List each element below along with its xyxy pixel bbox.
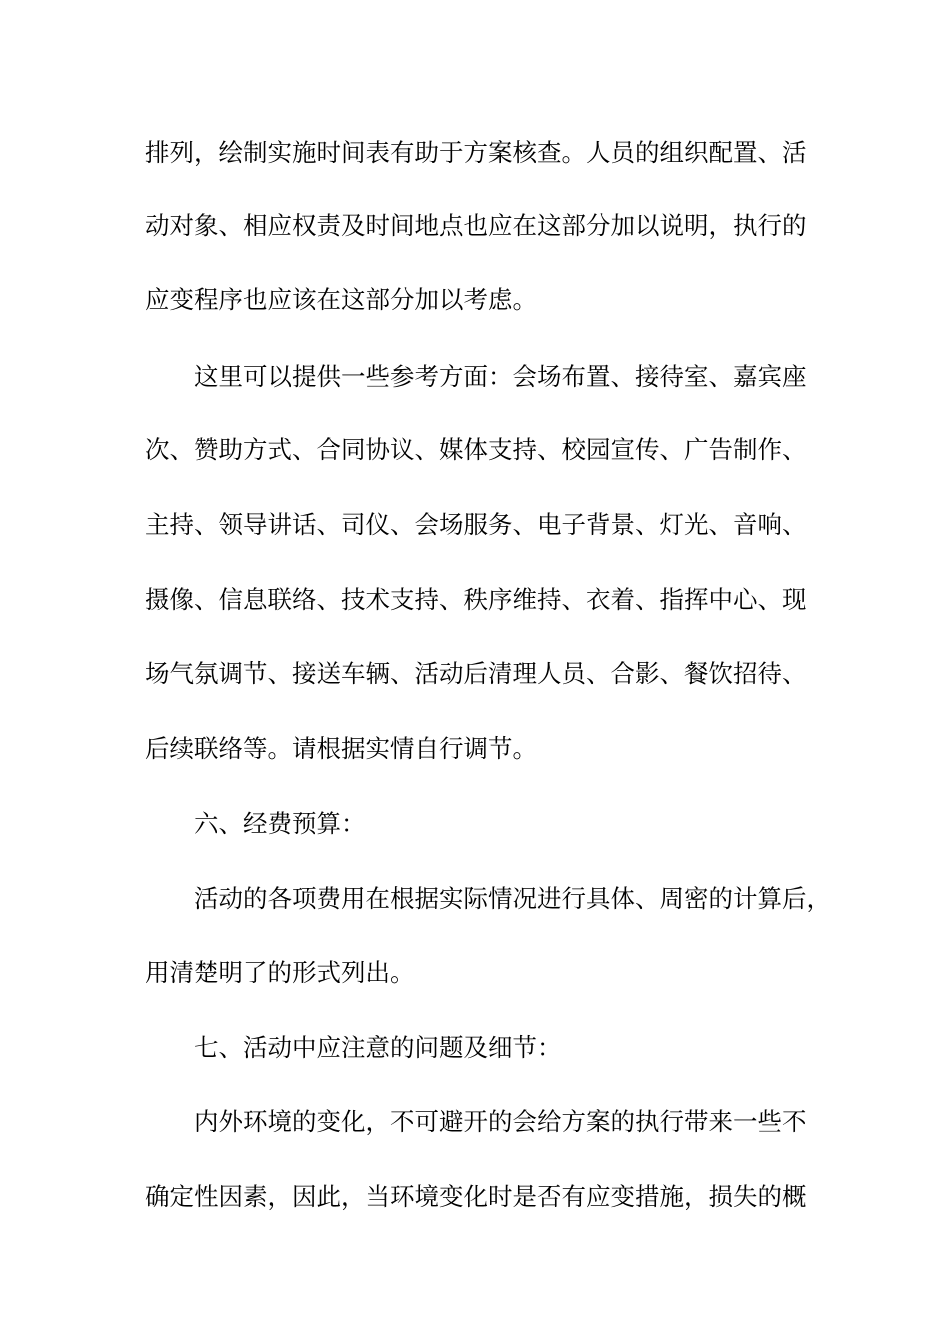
- body-text-line: 后续联络等。请根据实情自行调节。: [145, 734, 537, 763]
- body-text-line: 场气氛调节、接送车辆、活动后清理人员、合影、餐饮招待、: [145, 659, 807, 688]
- body-text-line: 主持、领导讲话、司仪、会场服务、电子背景、灯光、音响、: [145, 510, 807, 539]
- body-text-line: 应变程序也应该在这部分加以考虑。: [145, 285, 537, 314]
- paragraph-first-line: 内外环境的变化，不可避开的会给方案的执行带来一些不: [194, 1107, 807, 1136]
- body-text-line: 动对象、相应权责及时间地点也应在这部分加以说明，执行的: [145, 211, 807, 240]
- body-text-line: 排列，绘制实施时间表有助于方案核查。人员的组织配置、活: [145, 138, 807, 167]
- section-heading-notes: 七、活动中应注意的问题及细节：: [194, 1033, 562, 1062]
- paragraph-first-line: 这里可以提供一些参考方面：会场布置、接待室、嘉宾座: [194, 362, 807, 391]
- paragraph-first-line: 活动的各项费用在根据实际情况进行具体、周密的计算后，: [194, 884, 831, 913]
- body-text-line: 次、赞助方式、合同协议、媒体支持、校园宣传、广告制作、: [145, 435, 807, 464]
- body-text-line: 确定性因素，因此，当环境变化时是否有应变措施，损失的概: [145, 1182, 807, 1211]
- body-text-line: 用清楚明了的形式列出。: [145, 958, 415, 987]
- section-heading-budget: 六、经费预算：: [194, 809, 366, 838]
- body-text-line: 摄像、信息联络、技术支持、秩序维持、衣着、指挥中心、现: [145, 585, 807, 614]
